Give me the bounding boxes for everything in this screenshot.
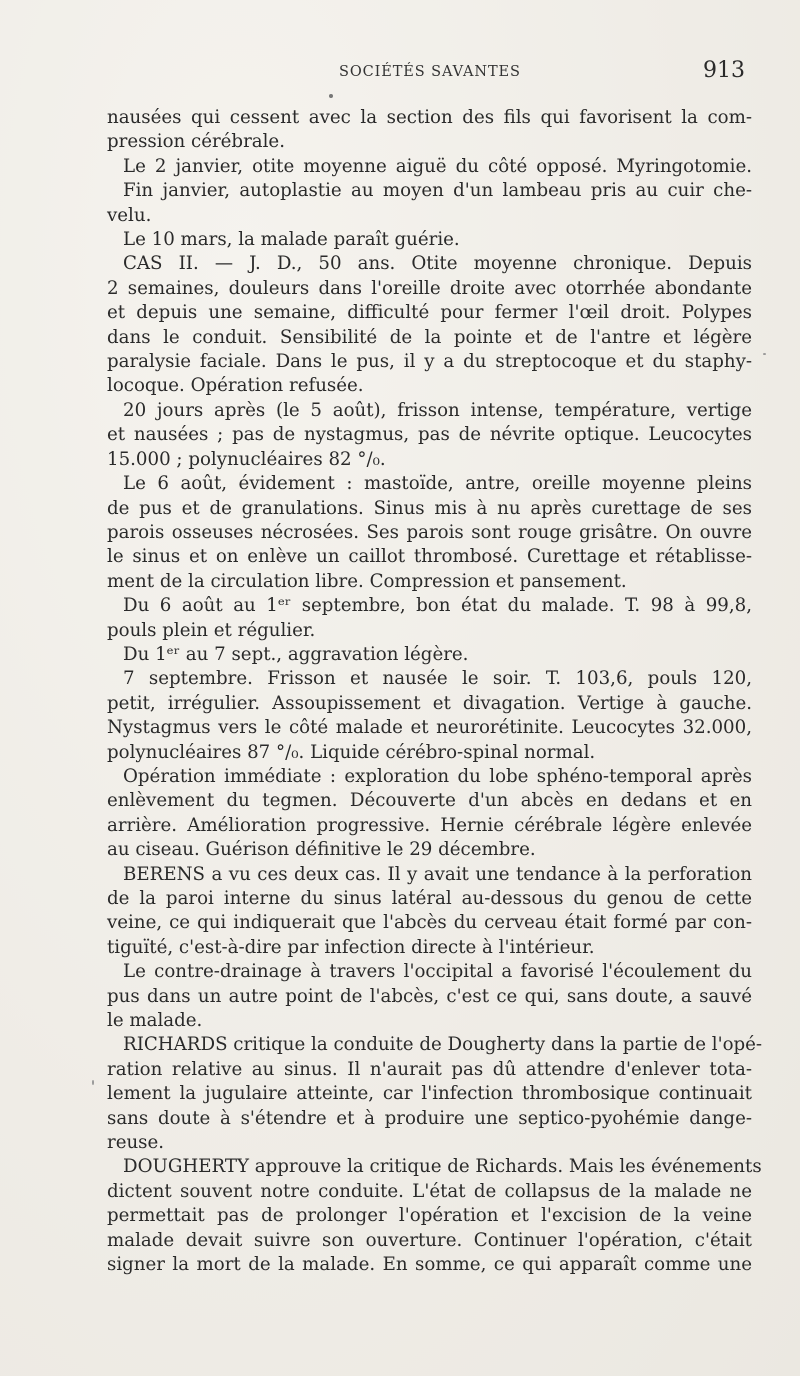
- text-line: veine, ce qui indiquerait que l'abcès du cerveau était formé par con-: [107, 912, 752, 934]
- text-line: permettait pas de prolonger l'opération et l'excision de la veine: [107, 1205, 752, 1227]
- text-line: Le 6 août, évidement : mastoïde, antre, oreille moyenne pleins: [123, 473, 752, 495]
- text-line: parois osseuses nécrosées. Ses parois sont rouge grisâtre. On ouvre: [107, 521, 752, 543]
- text-line: tiguïté, c'est-à-dire par infection directe à l'intérieur.: [107, 936, 595, 958]
- text-line: BERENS a vu ces deux cas. Il y avait une tendance à la perforation: [123, 863, 752, 885]
- body-text: [107, 106, 763, 1278]
- text-line: de pus et de granulations. Sinus mis à nu après curettage de ses: [107, 497, 752, 519]
- text-line: le sinus et on enlève un caillot thrombosé. Curettage et rétablisse-: [107, 546, 752, 568]
- text-line: le malade.: [107, 1010, 203, 1032]
- text-line: 20 jours après (le 5 août), frisson intense, température, vertige: [123, 399, 752, 421]
- text-line: nausées qui cessent avec la section des fils qui favorisent la com-: [107, 107, 752, 128]
- text-line: dictent souvent notre conduite. L'état de collapsus de la malade ne: [107, 1180, 752, 1202]
- text-line: 15.000 ; polynucléaires 82 °/₀.: [107, 448, 386, 470]
- text-line: de la paroi interne du sinus latéral au-dessous du genou de cette: [107, 888, 752, 909]
- text-line: et nausées ; pas de nystagmus, pas de névrite optique. Leucocytes: [107, 424, 752, 446]
- text-line: Nystagmus vers le côté malade et neurorétinite. Leucocytes 32.000,: [107, 717, 752, 739]
- text-line: Le contre-drainage à travers l'occipital a favorisé l'écoulement du: [123, 961, 752, 983]
- text-line: ment de la circulation libre. Compression et pansement.: [107, 570, 627, 592]
- text-line: Du 6 août au 1ᵉʳ septembre, bon état du malade. T. 98 à 99,8,: [123, 595, 752, 617]
- text-line: malade devait suivre son ouverture. Continuer l'opération, c'était: [107, 1229, 752, 1251]
- text-line: pus dans un autre point de l'abcès, c'est ce qui, sans doute, a sauvé: [107, 985, 752, 1007]
- text-line: velu.: [107, 204, 152, 226]
- text-line: polynucléaires 87 °/₀. Liquide cérébro-spinal normal.: [107, 741, 596, 763]
- text-line: Le 10 mars, la malade paraît guérie.: [123, 229, 460, 251]
- page-number: 913: [703, 58, 745, 83]
- text-line: Opération immédiate : exploration du lobe sphéno-temporal après: [123, 765, 752, 787]
- text-line: pression cérébrale.: [107, 131, 285, 153]
- print-speck: [329, 94, 333, 98]
- running-head: SOCIÉTÉS SAVANTES: [339, 64, 521, 80]
- text-line: 7 septembre. Frisson et nausée le soir. T. 103,6, pouls 120,: [123, 668, 752, 690]
- text-line: CAS II. — J. D., 50 ans. Otite moyenne chronique. Depuis: [123, 253, 752, 275]
- text-line: locoque. Opération refusée.: [107, 375, 364, 397]
- print-speck: [92, 1080, 94, 1085]
- text-line: RICHARDS critique la conduite de Dougherty dans la partie de l'opé-: [123, 1034, 763, 1056]
- text-line: au ciseau. Guérison définitive le 29 décembre.: [107, 839, 536, 861]
- text-line: 2 semaines, douleurs dans l'oreille droite avec otorrhée abondante: [107, 277, 752, 299]
- print-speck: [763, 353, 766, 355]
- text-line: Fin janvier, autoplastie au moyen d'un lambeau pris au cuir che-: [123, 180, 752, 202]
- page-header: [0, 58, 800, 92]
- text-line: arrière. Amélioration progressive. Hernie cérébrale légère enlevée: [107, 814, 752, 836]
- text-line: enlèvement du tegmen. Découverte d'un abcès en dedans et en: [107, 790, 752, 812]
- text-line: sans doute à s'étendre et à produire une septico-pyohémie dange-: [107, 1107, 752, 1129]
- text-line: DOUGHERTY approuve la critique de Richards. Mais les événements: [123, 1156, 762, 1178]
- text-line: signer la mort de la malade. En somme, ce qui apparaît comme une: [107, 1254, 752, 1276]
- text-line: Le 2 janvier, otite moyenne aiguë du côté opposé. Myringotomie.: [123, 155, 752, 177]
- text-line: et depuis une semaine, difficulté pour fermer l'œil droit. Polypes: [107, 302, 752, 324]
- text-line: reuse.: [107, 1132, 165, 1154]
- text-line: dans le conduit. Sensibilité de la pointe et de l'antre et légère: [107, 326, 752, 348]
- text-line: petit, irrégulier. Assoupissement et divagation. Vertige à gauche.: [107, 692, 752, 714]
- text-line: paralysie faciale. Dans le pus, il y a du streptocoque et du staphy-: [107, 351, 752, 373]
- text-line: pouls plein et régulier.: [107, 619, 316, 641]
- text-line: ration relative au sinus. Il n'aurait pas dû attendre d'enlever tota-: [107, 1058, 752, 1080]
- text-line: Du 1ᵉʳ au 7 sept., aggravation légère.: [123, 643, 469, 665]
- text-line: lement la jugulaire atteinte, car l'infection thrombosique continuait: [107, 1083, 752, 1105]
